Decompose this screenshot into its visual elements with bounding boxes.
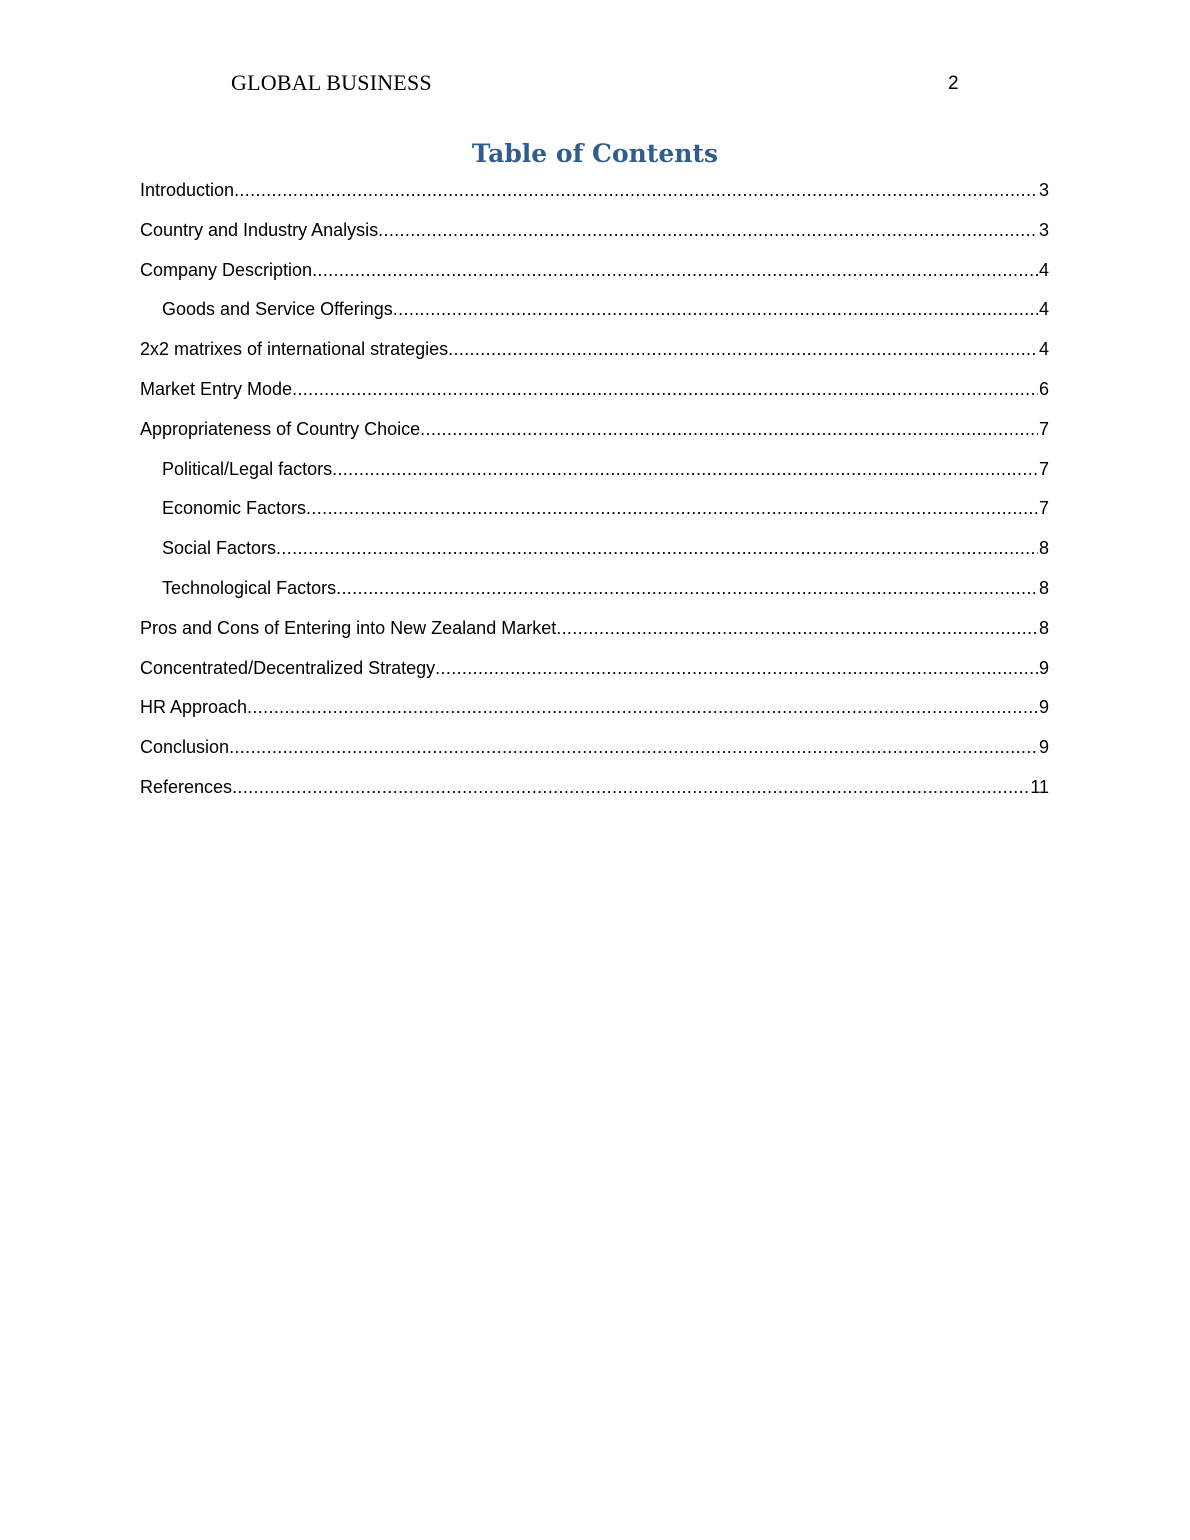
toc-entry-political-legal-factors[interactable]	[140, 455, 1049, 495]
toc-entry-introduction[interactable]	[140, 176, 1049, 216]
toc-entry-label: HR Approach	[140, 697, 248, 718]
toc-entry-pros-cons-new-zealand[interactable]	[140, 614, 1049, 654]
toc-entry-label: Appropriateness of Country Choice	[140, 418, 421, 439]
page-number: 2	[948, 73, 959, 94]
toc-entry-goods-service-offerings[interactable]	[140, 295, 1049, 335]
toc-dot-leader	[292, 375, 1038, 403]
toc-dot-leader	[448, 335, 1038, 363]
toc-entry-label: Social Factors	[162, 538, 277, 559]
toc-dot-leader	[234, 176, 1038, 204]
toc-entry-page: 8	[1038, 577, 1049, 598]
toc-entry-page: 9	[1038, 737, 1049, 758]
toc-entry-label: Goods and Service Offerings	[162, 299, 393, 320]
toc-entry-page: 9	[1038, 657, 1049, 678]
toc-entry-page: 7	[1038, 458, 1049, 479]
toc-dot-leader	[393, 295, 1038, 323]
toc-entry-social-factors[interactable]	[140, 534, 1049, 574]
toc-entry-label: Pros and Cons of Entering into New Zealand Market	[140, 617, 557, 638]
toc-heading: Table of Contents	[471, 139, 719, 168]
toc-entry-page: 8	[1038, 538, 1049, 559]
toc-entry-label: Political/Legal factors	[162, 458, 333, 479]
toc-entry-page: 3	[1038, 219, 1049, 240]
toc-entry-label: Introduction	[140, 180, 235, 200]
toc-entry-references[interactable]	[140, 773, 1049, 813]
toc-entry-page: 4	[1038, 259, 1049, 280]
toc-entry-label: References	[140, 776, 233, 797]
toc-entry-2x2-matrixes[interactable]	[140, 335, 1049, 375]
toc-dot-leader	[378, 216, 1038, 244]
toc-entry-label: Concentrated/Decentralized Strategy	[140, 657, 436, 678]
toc-entry-page: 4	[1038, 299, 1049, 320]
toc-entry-economic-factors[interactable]	[140, 494, 1049, 534]
toc-entry-label: Technological Factors	[162, 577, 337, 598]
toc-dot-leader	[420, 415, 1038, 443]
toc-entry-market-entry-mode[interactable]	[140, 375, 1049, 415]
toc-entry-page: 8	[1038, 617, 1049, 638]
toc-dot-leader	[556, 614, 1038, 642]
toc-entry-label: 2x2 matrixes of international strategies	[140, 339, 449, 360]
toc-dot-leader	[312, 256, 1038, 284]
toc-entry-appropriateness-country-choice[interactable]	[140, 415, 1049, 455]
toc-entry-concentrated-decentralized-strategy[interactable]	[140, 654, 1049, 694]
toc-dot-leader	[435, 654, 1038, 682]
toc-entry-page: 11	[1030, 776, 1049, 797]
toc-entry-hr-approach[interactable]	[140, 693, 1049, 733]
toc-dot-leader	[336, 574, 1038, 602]
toc-entry-label: Market Entry Mode	[140, 378, 293, 399]
toc-entry-page: 9	[1038, 697, 1049, 718]
toc-entry-label: Economic Factors	[162, 498, 307, 519]
toc-entry-page: 3	[1038, 180, 1049, 200]
toc-entry-page: 4	[1038, 339, 1049, 360]
toc-entry-page: 7	[1038, 418, 1049, 439]
toc-dot-leader	[232, 773, 1029, 801]
running-head: GLOBAL BUSINESS	[231, 70, 432, 95]
toc-entry-label: Conclusion	[140, 737, 230, 758]
toc-dot-leader	[306, 494, 1038, 522]
toc-entry-label: Country and Industry Analysis	[140, 219, 379, 240]
toc-entry-page: 6	[1038, 378, 1049, 399]
toc-list	[140, 176, 1049, 813]
toc-dot-leader	[247, 693, 1038, 721]
toc-entry-country-industry-analysis[interactable]	[140, 216, 1049, 256]
toc-entry-technological-factors[interactable]	[140, 574, 1049, 614]
toc-dot-leader	[332, 455, 1038, 483]
toc-entry-conclusion[interactable]	[140, 733, 1049, 773]
toc-dot-leader	[276, 534, 1038, 562]
toc-entry-company-description[interactable]	[140, 256, 1049, 296]
toc-entry-label: Company Description	[140, 259, 313, 280]
toc-dot-leader	[229, 733, 1038, 761]
toc-entry-page: 7	[1038, 498, 1049, 519]
